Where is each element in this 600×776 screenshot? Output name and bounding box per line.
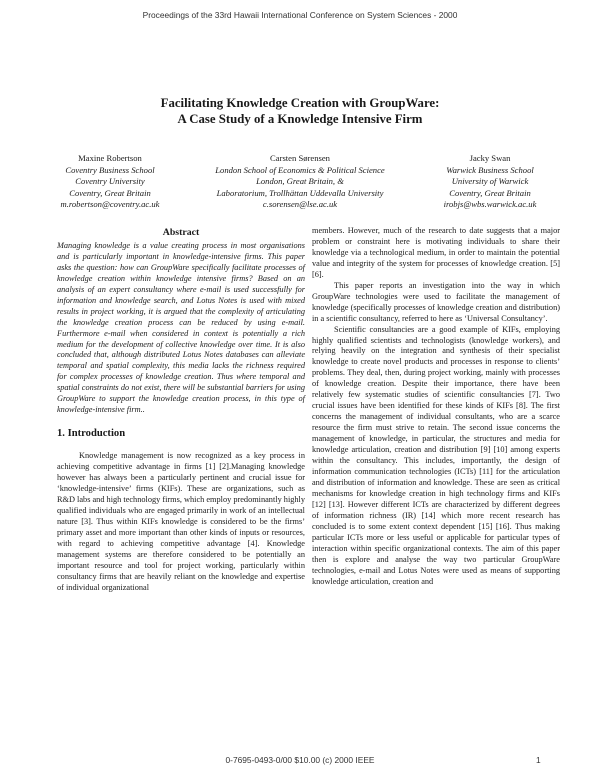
title-line-2: A Case Study of a Knowledge Intensive Firm [177, 112, 423, 126]
author-name: Jacky Swan [469, 153, 511, 163]
author-email: m.robertson@coventry.ac.uk [60, 199, 160, 210]
introduction-heading: 1. Introduction [57, 428, 126, 440]
right-column [312, 226, 560, 587]
paper-title [0, 95, 600, 127]
author-1 [35, 153, 185, 211]
author-affiliation: Warwick Business School [446, 164, 534, 175]
author-affiliation: University of Warwick [451, 176, 529, 187]
author-affiliation: London, Great Britain, & [256, 176, 344, 187]
author-3 [415, 153, 565, 211]
author-affiliation: Coventry, Great Britain [449, 187, 531, 198]
author-2 [195, 153, 405, 211]
author-email: irobjs@wbs.warwick.ac.uk [443, 199, 537, 210]
author-affiliation: London School of Economics & Political Science [215, 164, 385, 175]
author-affiliation: Coventry University [75, 176, 145, 187]
paragraph: Scientific consultancies are a good example of KIFs, employing highly qualified scientists and technologists (knowledge workers), and relying heavily on the integration and synthesis of their specialist knowledge to create novel products and processes in response to clients’ problems. They deal, then, during project working, mainly with processes of knowledge creation. Despite their importance, there have been relatively few systematic studies of scientific consultancies [7]. Two crucial issues have been identified for these kinds of KIFs [8]. The first concerns the management of individual consultants, who are a scarce resource the firm must strive to retain. The second issue concerns the management of knowledge, in particular, the structures and media for knowledge articulation, creation and distribution [9] [10] among experts within the consultancy. This includes, importantly, the design of information communication technologies (ICTs) [11] for the articulation and distribution of information and knowledge. These are seen as critical mechanisms for knowledge creation in high technology firms and KIFs [12] [13]. However different ICTs are characterized by different degrees of information richness (IR) [14] which more recent research has concluded is to some extent context dependent [15] [16]. Thus making particular ICTs more or less useful or applicable for particular types of interaction within specific organizational contexts. The aim of this paper then is explore and analyse the way two particular GroupWare technologies, e-mail and Lotus Notes were used as means of supporting knowledge articulation, creation and [312, 324, 560, 586]
page-number: 1 [536, 755, 541, 765]
title-line-1: Facilitating Knowledge Creation with GroupWare: [160, 96, 440, 110]
running-head: Proceedings of the 33rd Hawaii International Conference on System Sciences - 2000 [142, 10, 458, 20]
author-affiliation: Laboratorium, Trollhättan Uddevalla University [216, 187, 384, 198]
introduction-paragraph: Knowledge management is now recognized as a key process in achieving competitive advantage in firms [1] [2].Managing knowledge however has always been a particularly pertinent and crucial issue for ‘knowledge-intensive’ firms (KIFs). These are organizations, such as R&D labs and high technology firms, which employ predominantly highly qualified individuals who are engaged primarily in work of an intellectual nature [3]. Thus within KIFs knowledge is considered to be the firms’ primary asset and more important than other kinds of inputs or resources, with regard to achieving competitive advantage [4]. Knowledge management systems are therefore considered to be potentially an important resource and tool for project working, particularly within consultancy firms that are heavily reliant on the knowledge and expertise of individual organizational [57, 451, 305, 592]
abstract-heading: Abstract [162, 227, 200, 238]
author-affiliation: Coventry Business School [65, 164, 155, 175]
paragraph: This paper reports an investigation into the way in which GroupWare technologies were used to facilitate the management of knowledge (specifically processes of knowledge creation and distribution) in a scientific consultancy, referred to here as ‘Universal Consultancy’. [312, 280, 560, 323]
copyright-footer: 0-7695-0493-0/00 $10.00 (c) 2000 IEEE [225, 755, 375, 765]
author-affiliation: Coventry, Great Britain [69, 187, 151, 198]
author-email: c.sorensen@lse.ac.uk [262, 199, 338, 210]
abstract-text: Managing knowledge is a value creating process in most organisations and is particularly important in knowledge-intensive firms. This paper asks the question: how can GroupWare specifically facilitate processes of knowledge creation within knowledge intensive firms? Based on an analysis of an expert consultancy where e-mail is used successfully for information and knowledge search, and Lotus Notes is used with mixed results in project working, it is argued that the complexity of articulating the knowledge creation process can be reduced by using e-mail. Furthermore e-mail when considered in context is potentially a rich medium for the development of collective knowledge over time. It is also concluded that, although distributed Lotus Notes databases can alleviate temporal and spatial complexity, this media lacks the richness required for complex processes of knowledge creation. Thus where temporal and spatial constraints do not exist, there will be substantial barriers for using GroupWare to support the knowledge creation process, in this type of knowledge-intensive firm.. [57, 240, 305, 415]
paragraph-continued: members. However, much of the research to date suggests that a major problem or constraint here is motivating individuals to share their knowledge via a technological medium, in order to maintain the potential value and integrity of the system for processes of knowledge creation. [5] [6]. [312, 226, 560, 279]
author-name: Maxine Robertson [78, 153, 142, 163]
left-column [57, 228, 305, 594]
author-name: Carsten Sørensen [270, 153, 330, 163]
